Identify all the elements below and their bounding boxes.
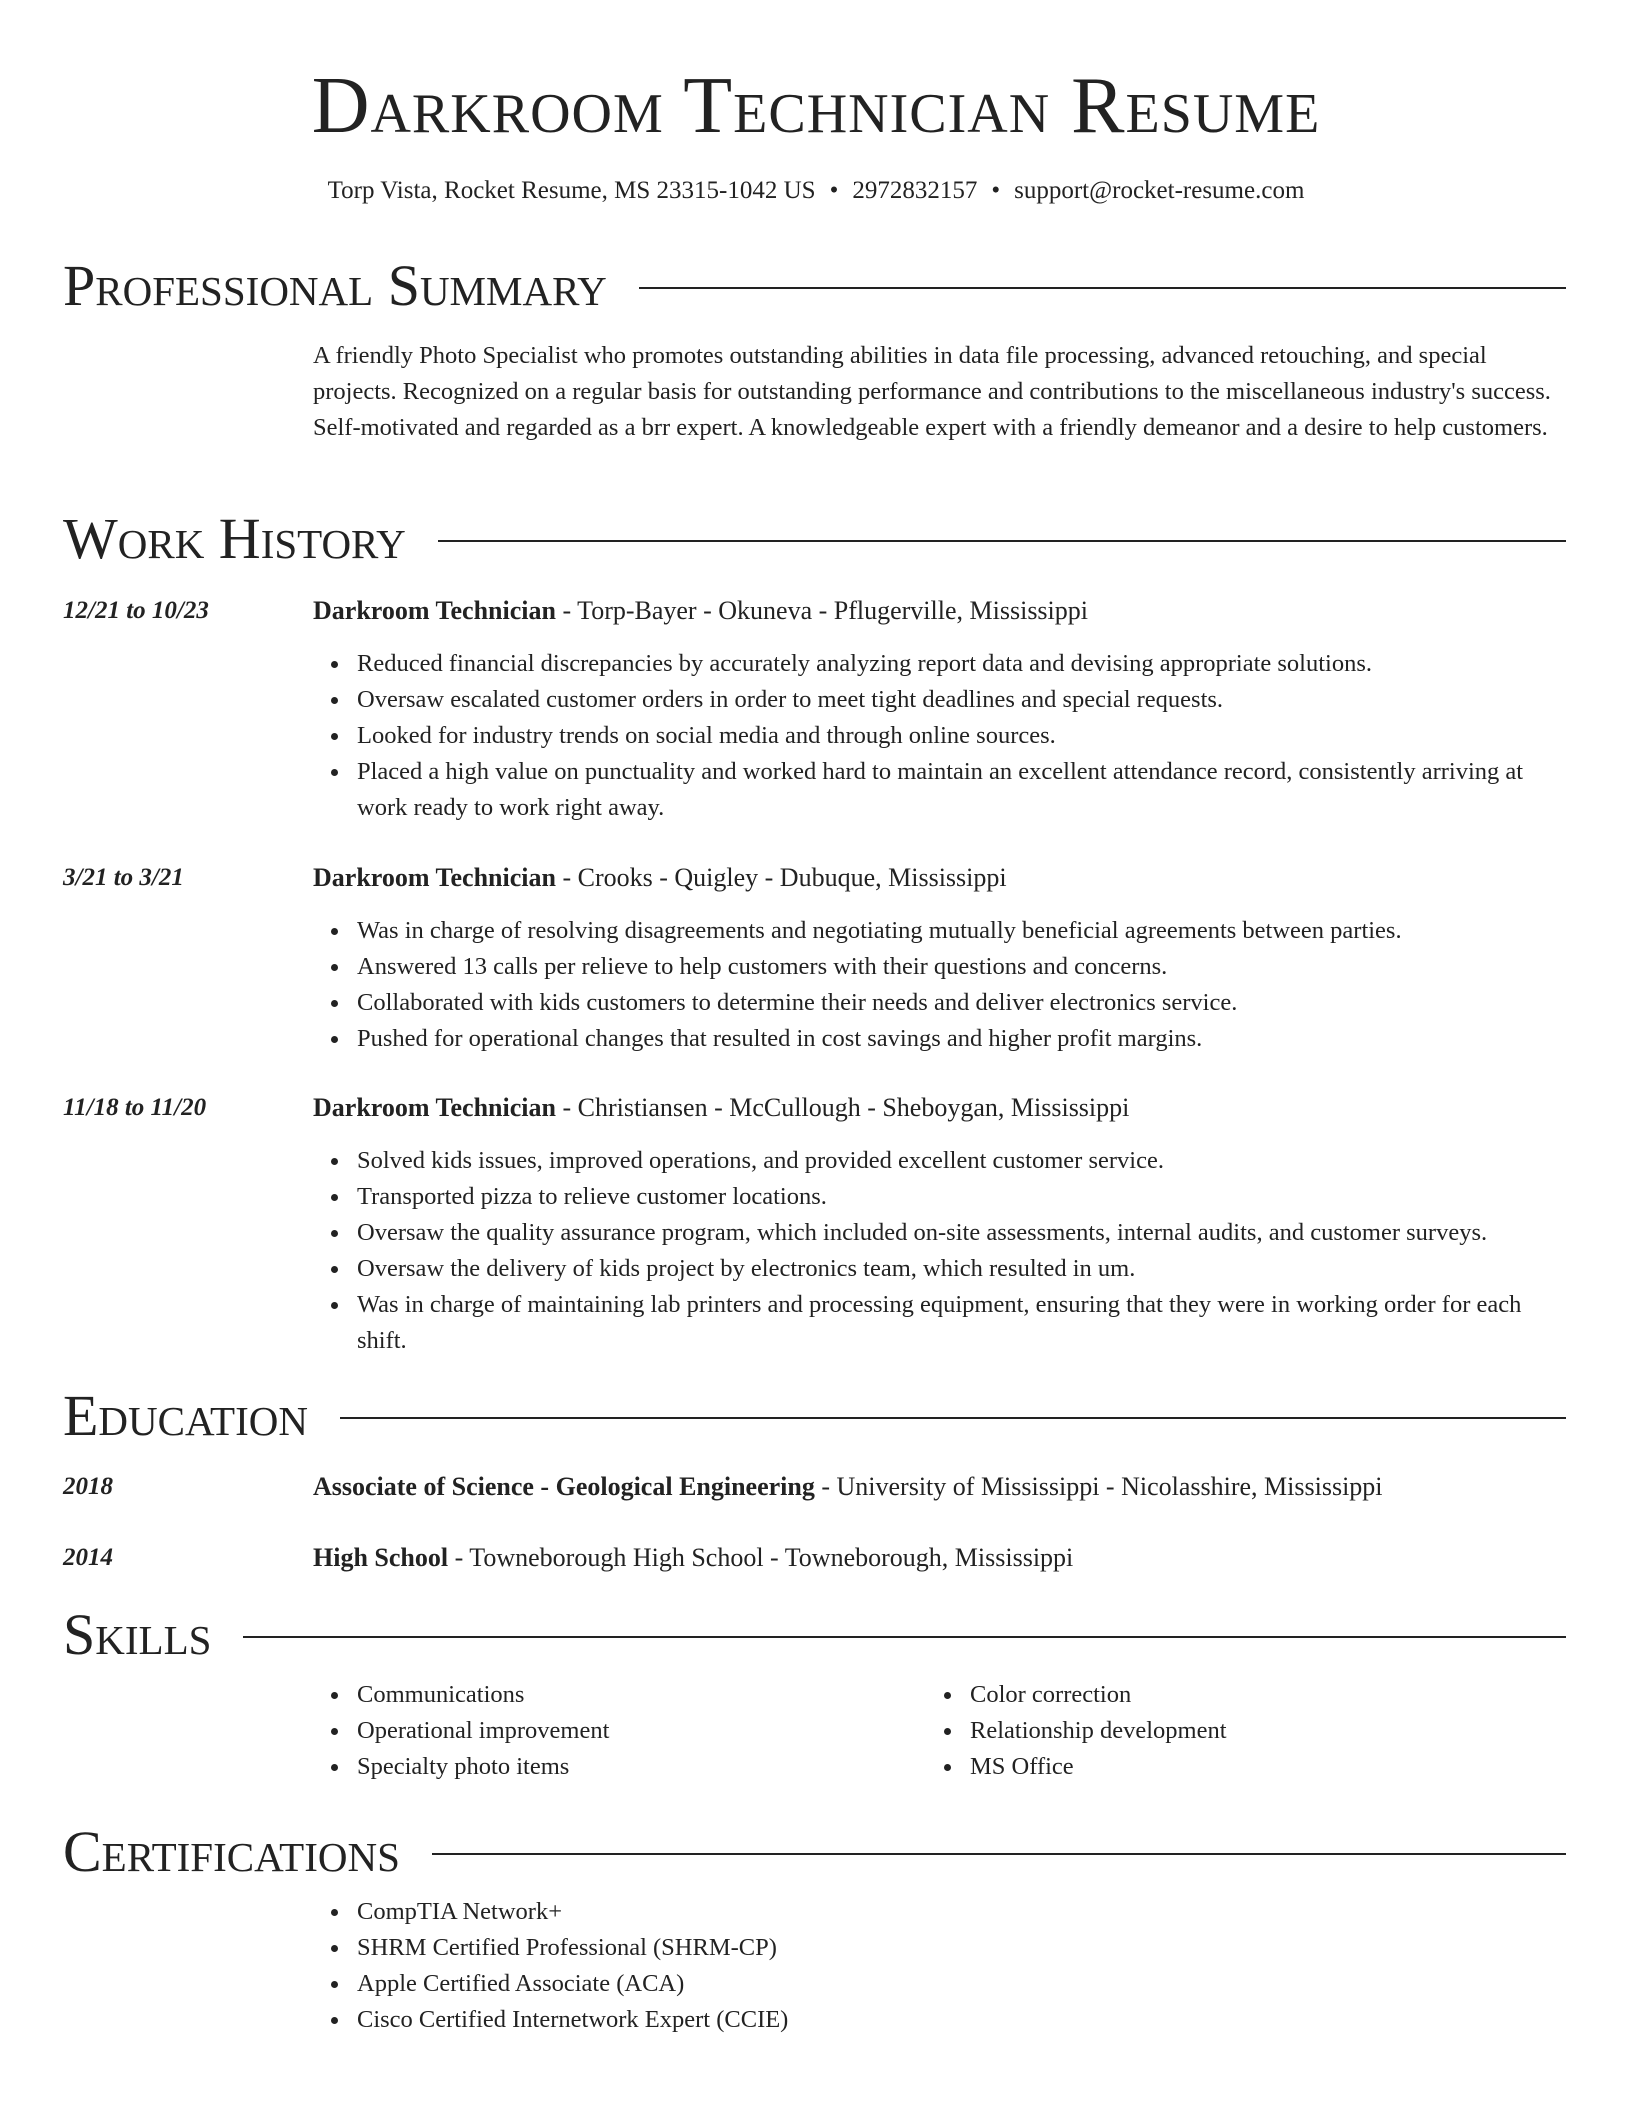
section-divider [432,1853,1566,1855]
list-item: Pushed for operational changes that resulted in cost savings and higher profit margins. [357,1021,1566,1057]
list-item: CompTIA Network+ [357,1894,1566,1930]
list-item: Color correction [970,1677,1632,1713]
section-divider [340,1417,1566,1419]
list-item: Placed a high value on punctuality and worked hard to maintain an excellent attendance record, consistently arriving at work ready to work right away. [357,754,1566,826]
list-item: Was in charge of maintaining lab printers and processing equipment, ensuring that they were in working order for each shift. [357,1287,1566,1359]
list-item: Looked for industry trends on social media and through online sources. [357,718,1566,754]
education-school: - University of Mississippi - Nicolasshire, Mississippi [814,1472,1383,1501]
education-year: 2014 [63,1544,113,1571]
contact-line [0,174,1632,208]
section-divider [243,1636,1566,1638]
contact-address: Torp Vista, Rocket Resume, MS 23315-1042 US [327,177,816,204]
list-item: Operational improvement [357,1713,1566,1749]
list-item: Relationship development [970,1713,1632,1749]
education-degree: High School [313,1543,449,1572]
job-heading [313,1091,1566,1125]
job-title: Darkroom Technician [313,1093,556,1122]
skills-section-heading [63,1600,1566,1670]
resume-title: Darkroom Technician Resume [311,62,1321,150]
education-degree: Associate of Science - Geological Engineering [313,1472,815,1501]
job-duties-list [313,913,1566,1057]
list-item: Communications [357,1677,1566,1713]
job-heading [313,594,1566,628]
education-section-heading [63,1381,1566,1451]
job-employer: - Torp-Bayer - Okuneva - Pflugerville, Mississippi [555,596,1088,625]
education-entry [313,1541,1566,1575]
list-item: Transported pizza to relieve customer locations. [357,1179,1566,1215]
work-history-section-heading [63,504,1566,574]
job-title: Darkroom Technician [313,863,556,892]
job-duties-list [313,646,1566,826]
skills-list-right [926,1677,1632,1785]
education-year: 2018 [63,1473,113,1500]
list-item: Specialty photo items [357,1749,1566,1785]
job-dates: 12/21 to 10/23 [63,597,209,624]
job-employer: - Christiansen - McCullough - Sheboygan, Mississippi [555,1093,1130,1122]
section-title: Certifications [63,1819,400,1884]
list-item: Solved kids issues, improved operations, and provided excellent customer service. [357,1143,1566,1179]
list-item: SHRM Certified Professional (SHRM-CP) [357,1930,1566,1966]
section-divider [438,540,1566,542]
contact-separator: • [991,177,1001,204]
list-item: Apple Certified Associate (ACA) [357,1966,1566,2002]
section-title: Professional Summary [63,253,607,318]
job-dates: 3/21 to 3/21 [63,864,184,891]
section-divider [639,287,1566,289]
contact-email: support@rocket-resume.com [1014,177,1305,204]
contact-phone: 2972832157 [852,177,978,204]
list-item: Reduced financial discrepancies by accurately analyzing report data and devising appropriate solutions. [357,646,1566,682]
list-item: Oversaw the delivery of kids project by electronics team, which resulted in um. [357,1251,1566,1287]
certifications-list [313,1894,1566,2038]
job-employer: - Crooks - Quigley - Dubuque, Mississippi [555,863,1007,892]
section-title: Work History [63,506,406,571]
job-dates: 11/18 to 11/20 [63,1094,207,1121]
section-title: Education [63,1383,308,1448]
job-duties-list [313,1143,1566,1359]
job-title: Darkroom Technician [313,596,556,625]
list-item: Was in charge of resolving disagreements and negotiating mutually beneficial agreements between parties. [357,913,1566,949]
list-item: Answered 13 calls per relieve to help customers with their questions and concerns. [357,949,1566,985]
contact-separator: • [829,177,839,204]
summary-section-heading [63,251,1566,321]
list-item: Oversaw escalated customer orders in order to meet tight deadlines and special requests. [357,682,1566,718]
list-item: MS Office [970,1749,1632,1785]
list-item: Collaborated with kids customers to determine their needs and deliver electronics service. [357,985,1566,1021]
certifications-section-heading [63,1817,1566,1887]
list-item: Cisco Certified Internetwork Expert (CCIE) [357,2002,1566,2038]
list-item: Oversaw the quality assurance program, which included on-site assessments, internal audits, and customer surveys. [357,1215,1566,1251]
section-title: Skills [63,1602,212,1667]
job-heading [313,861,1566,895]
education-school: - Towneborough High School - Towneborough, Mississippi [448,1543,1074,1572]
education-entry [313,1470,1566,1504]
summary-text: A friendly Photo Specialist who promotes outstanding abilities in data file processing, advanced retouching, and special projects. Recognized on a regular basis for outstanding performance and contributions to the miscellaneous industry's success. Self-motivated and regarded as a brr expert. A knowledgeable expert with a friendly demeanor and a desire to help customers. [313,342,1551,441]
